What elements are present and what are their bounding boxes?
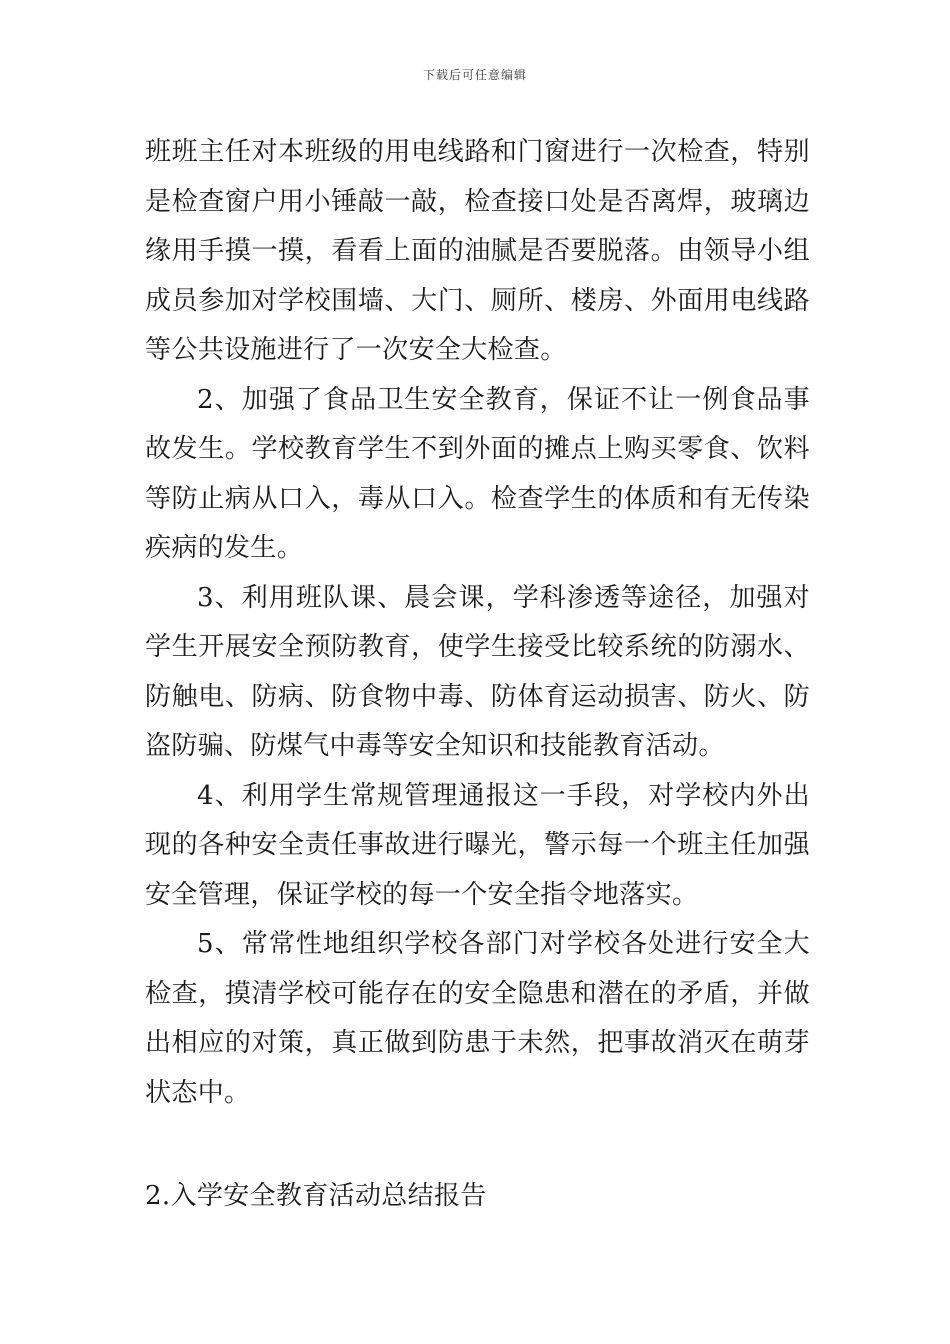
paragraph-continued: 班班主任对本班级的用电线路和门窗进行一次检查，特别是检查窗户用小锤敲一敲，检查接口处是否离焊，玻璃边缘用手摸一摸，看看上面的油腻是否要脱落。由领导小组成员参加对学校围墙、大门、厕所、楼房、外面用电线路等公共设施进行了一次安全大检查。 [145, 137, 810, 365]
page-header-note: 下载后可任意编辑 [422, 68, 527, 82]
paragraph-item-2: 2、加强了食品卫生安全教育，保证不让一例食品事故发生。学校教育学生不到外面的摊点上购买零食、饮料等防止病从口入，毒从口入。检查学生的体质和有无传染疾病的发生。 [145, 384, 810, 563]
paragraph-item-4: 4、利用学生常规管理通报这一手段，对学校内外出现的各种安全责任事故进行曝光，警示每一个班主任加强安全管理，保证学校的每一个安全指令地落实。 [145, 780, 810, 910]
document-body [145, 128, 810, 1118]
paragraph-item-5: 5、常常性地组织学校各部门对学校各处进行安全大检查，摸清学校可能存在的安全隐患和潜在的矛盾，并做出相应的对策，真正做到防患于未然，把事故消灭在萌芽状态中。 [145, 929, 810, 1108]
section-heading: 2.入学安全教育活动总结报告 [145, 1181, 487, 1211]
paragraph-item-3: 3、利用班队课、晨会课，学科渗透等途径，加强对学生开展安全预防教育，使学生接受比较系统的防溺水、防触电、防病、防食物中毒、防体育运动损害、防火、防盗防骗、防煤气中毒等安全知识和技能教育活动。 [145, 582, 810, 761]
